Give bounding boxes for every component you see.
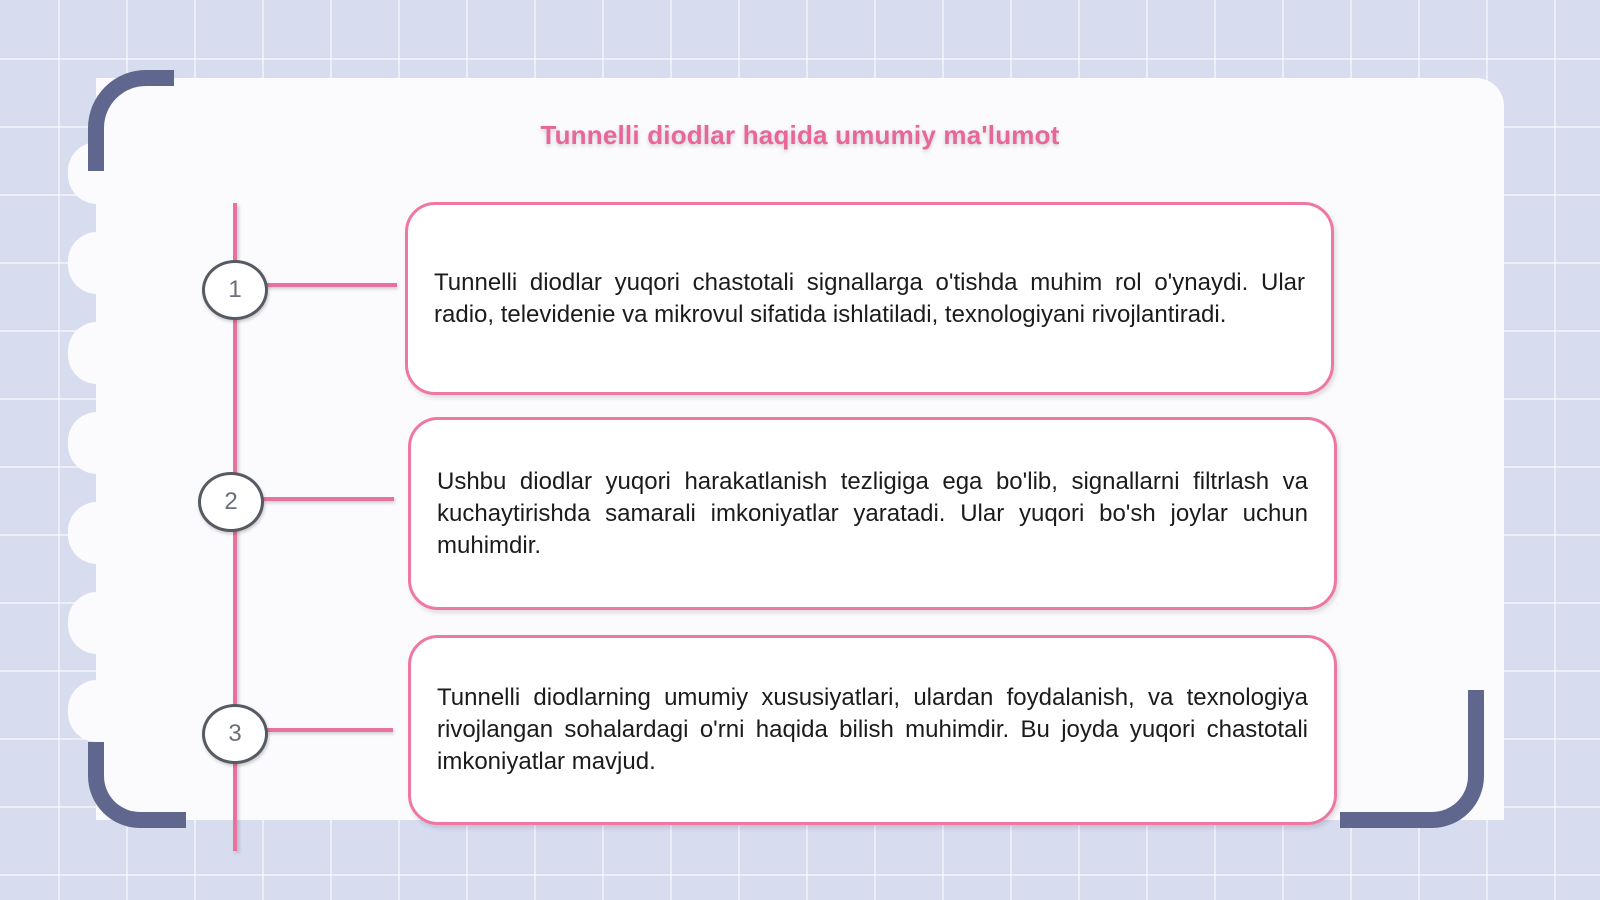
- sheet-scallop-edge: [68, 322, 126, 384]
- timeline-card-1-text: Tunnelli diodlar yuqori chastotali signallarga o'tishda muhim rol o'ynaydi. Ular radio, televidenie va mikrovul sifatida ishlatiladi, texnologiyani rivojlantiradi.: [434, 268, 1305, 328]
- timeline-connector-2: [262, 497, 394, 501]
- sheet-scallop-edge: [68, 412, 126, 474]
- sheet-scallop-edge: [68, 592, 126, 654]
- sheet-scallop-edge: [68, 680, 126, 742]
- timeline-card-2: [408, 417, 1337, 610]
- timeline-connector-3: [265, 728, 393, 732]
- timeline-card-3-text: Tunnelli diodlarning umumiy xususiyatlari, ulardan foydalanish, va texnologiya rivojlangan sohalardagi o'rni haqida bilish muhimdir. Bu joyda yuqori chastotali imkoniyatlar mavjud.: [437, 684, 1308, 775]
- sheet-scallop-edge: [68, 502, 126, 564]
- timeline-card-2-text: Ushbu diodlar yuqori harakatlanish tezligiga ega bo'lib, signallarni filtrlash va kuchaytirishda samarali imkoniyatlar yaratadi. Ular yuqori bo'sh joylar uchun muhimdir.: [437, 467, 1308, 559]
- sheet-scallop-edge: [68, 232, 126, 294]
- timeline-step-2-marker: 2: [198, 472, 264, 532]
- timeline-step-3-marker: 3: [202, 704, 268, 764]
- timeline-step-1-marker: 1: [202, 260, 268, 320]
- timeline-card-3: [408, 635, 1337, 825]
- timeline-card-1: [405, 202, 1334, 395]
- timeline-connector-1: [265, 283, 397, 287]
- frame-corner-bottom-right: [1340, 690, 1484, 828]
- slide-title: Tunnelli diodlar haqida umumiy ma'lumot: [540, 120, 1060, 150]
